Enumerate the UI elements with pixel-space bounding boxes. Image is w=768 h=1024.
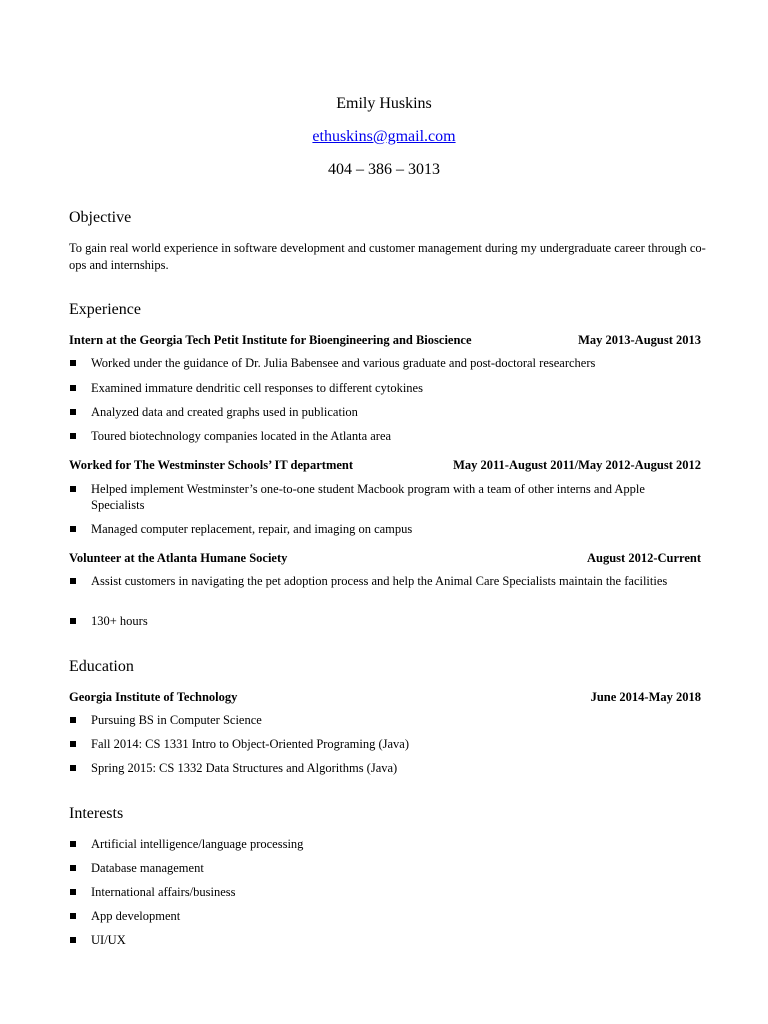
bullet-icon: [70, 526, 76, 532]
resume-name: Emily Huskins: [336, 95, 432, 112]
bullet-icon: [70, 765, 76, 771]
list-item-text: Assist customers in navigating the pet adoption process and help the Animal Care Specialists maintain the facilities: [91, 574, 668, 588]
bullet-icon: [70, 385, 76, 391]
job-title: Worked for The Westminster Schools’ IT department: [69, 458, 354, 472]
list-item-text: International affairs/business: [91, 885, 236, 899]
school-dates: June 2014-May 2018: [590, 690, 701, 704]
phone-number: 404 – 386 – 3013: [328, 161, 440, 178]
list-item-text: Toured biotechnology companies located in the Atlanta area: [91, 429, 392, 443]
objective-heading: Objective: [69, 209, 132, 226]
job-title: Volunteer at the Atlanta Humane Society: [69, 551, 288, 565]
list-item-text: Artificial intelligence/language processing: [91, 837, 304, 851]
bullet-icon: [70, 578, 76, 584]
job-heading: [69, 456, 701, 474]
list-item-text: Spring 2015: CS 1332 Data Structures and Algorithms (Java): [91, 761, 398, 775]
job-heading: [69, 549, 701, 567]
email-line: [0, 126, 768, 148]
school-heading: [69, 688, 701, 706]
bullet-icon: [70, 717, 76, 723]
bullet-icon: [70, 865, 76, 871]
bullet-icon: [70, 409, 76, 415]
list-item-text: Helped implement Westminster’s one-to-one student Macbook program with a team of other interns and Apple Specialists: [91, 482, 645, 512]
education-heading: Education: [69, 658, 134, 675]
bullet-icon: [70, 433, 76, 439]
school-name: Georgia Institute of Technology: [69, 690, 238, 704]
bullet-icon: [70, 937, 76, 943]
bullet-icon: [70, 741, 76, 747]
job-heading: [69, 331, 701, 349]
list-item-text: Analyzed data and created graphs used in publication: [91, 405, 358, 419]
job-dates: May 2011-August 2011/May 2012-August 2012: [453, 458, 701, 472]
bullet-icon: [70, 889, 76, 895]
list-item-text: Worked under the guidance of Dr. Julia Babensee and various graduate and post-doctoral researchers: [91, 356, 596, 370]
bullet-icon: [70, 486, 76, 492]
list-item-text: Database management: [91, 861, 204, 875]
objective-text: To gain real world experience in software development and customer management during my undergraduate career through co-ops and internships.: [69, 241, 706, 272]
interests-heading: Interests: [69, 805, 124, 822]
bullet-icon: [70, 913, 76, 919]
list-item-text: App development: [91, 909, 181, 923]
list-item-text: Managed computer replacement, repair, and imaging on campus: [91, 522, 413, 536]
job-dates: May 2013-August 2013: [578, 333, 701, 347]
experience-heading: Experience: [69, 301, 141, 318]
job-title: Intern at the Georgia Tech Petit Institute for Bioengineering and Bioscience: [69, 333, 472, 347]
list-item-text: 130+ hours: [91, 614, 148, 628]
list-item-text: UI/UX: [91, 933, 126, 947]
job-dates: August 2012-Current: [586, 551, 701, 565]
email-link[interactable]: ethuskins@gmail.com: [312, 128, 456, 145]
list-item-text: Fall 2014: CS 1331 Intro to Object-Oriented Programing (Java): [91, 737, 409, 751]
list-item-text: Examined immature dendritic cell responses to different cytokines: [91, 381, 423, 395]
bullet-icon: [70, 841, 76, 847]
list-item-text: Pursuing BS in Computer Science: [91, 713, 262, 727]
bullet-icon: [70, 360, 76, 366]
bullet-icon: [70, 618, 76, 624]
